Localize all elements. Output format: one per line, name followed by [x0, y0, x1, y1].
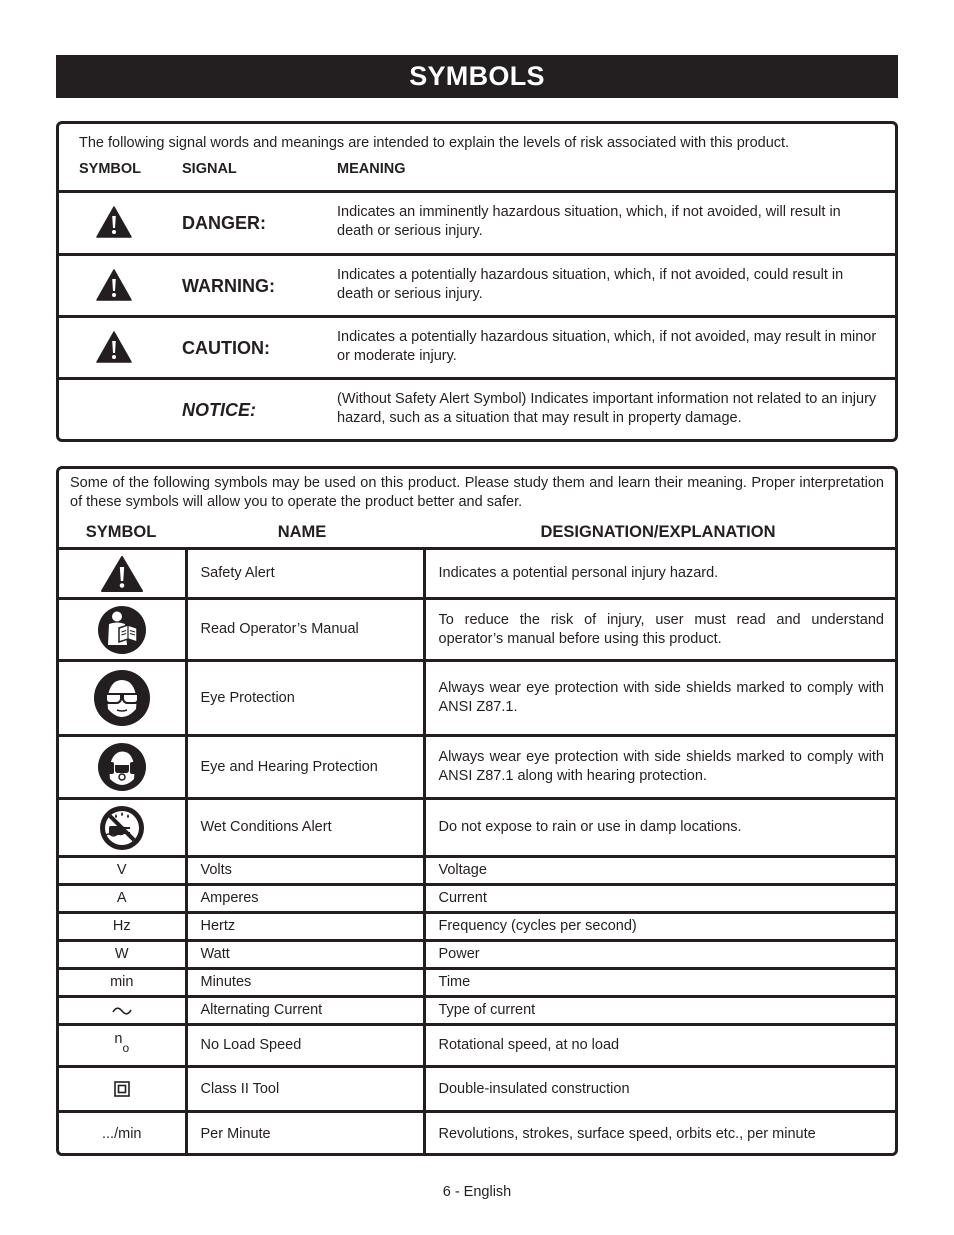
- symbol-explanation: Time: [424, 969, 895, 997]
- table-row: [59, 969, 895, 997]
- symbol-explanation: Revolutions, strokes, surface speed, orbits etc., per minute: [424, 1112, 895, 1157]
- symbol-text: V: [59, 857, 186, 885]
- table-row: [59, 599, 895, 661]
- symbol-name: Eye Protection: [186, 661, 424, 736]
- signal-meaning: Indicates a potentially hazardous situation, which, if not avoided, could result in death or serious injury.: [337, 267, 844, 302]
- symbol-name: Alternating Current: [186, 997, 424, 1025]
- symbol-name: Per Minute: [186, 1112, 424, 1157]
- signal-header-signal: SIGNAL: [182, 161, 237, 177]
- symbol-text: .../min: [59, 1112, 186, 1157]
- symbol-name: Class II Tool: [186, 1067, 424, 1112]
- table-row: [59, 799, 895, 857]
- safety-alert-icon: [96, 331, 132, 363]
- wet-conditions-icon: [99, 805, 145, 851]
- symbol-name: Read Operator’s Manual: [186, 599, 424, 661]
- symbol-text: A: [59, 885, 186, 913]
- safety-alert-icon: [96, 269, 132, 301]
- table-row: [59, 997, 895, 1025]
- class-ii-icon: [114, 1081, 130, 1097]
- safety-alert-icon: [100, 555, 144, 593]
- alternating-current-icon: [112, 1005, 132, 1017]
- table-row: [59, 857, 895, 885]
- signal-row-danger: [59, 193, 895, 253]
- table-row: [59, 661, 895, 736]
- symbol-name: Amperes: [186, 885, 424, 913]
- symbol-explanation: Type of current: [424, 997, 895, 1025]
- symbols-header-name: NAME: [277, 523, 327, 541]
- page-title: SYMBOLS: [56, 55, 898, 98]
- signal-row-notice: [59, 380, 895, 440]
- table-row: [59, 549, 895, 599]
- symbols-table: [59, 547, 895, 1156]
- symbol-text: min: [59, 969, 186, 997]
- page-footer: 6 - English: [442, 1184, 512, 1200]
- symbol-name: Minutes: [186, 969, 424, 997]
- signal-words-box: [56, 121, 898, 442]
- signal-word: DANGER:: [182, 213, 266, 233]
- safety-alert-icon: [96, 206, 132, 238]
- symbol-explanation: Always wear eye protection with side shields marked to comply with ANSI Z87.1.: [424, 661, 895, 736]
- symbol-name: Hertz: [186, 913, 424, 941]
- table-row: [59, 941, 895, 969]
- symbol-explanation: Do not expose to rain or use in damp locations.: [424, 799, 895, 857]
- signal-row-caution: [59, 318, 895, 378]
- table-row: [59, 1112, 895, 1157]
- signal-word: NOTICE:: [182, 400, 256, 420]
- no-load-speed-symbol: $n_o$: [59, 1025, 186, 1067]
- eye-protection-icon: [93, 669, 151, 727]
- symbol-explanation: Rotational speed, at no load: [424, 1025, 895, 1067]
- symbol-name: Wet Conditions Alert: [186, 799, 424, 857]
- symbol-name: Volts: [186, 857, 424, 885]
- symbol-explanation: Power: [424, 941, 895, 969]
- table-row: [59, 913, 895, 941]
- signal-intro: The following signal words and meanings are intended to explain the levels of risk associated with this product.: [79, 135, 790, 151]
- symbol-explanation: Frequency (cycles per second): [424, 913, 895, 941]
- symbols-header-explanation: DESIGNATION/EXPLANATION: [540, 523, 776, 541]
- read-manual-icon: [97, 605, 147, 655]
- symbol-text: W: [59, 941, 186, 969]
- symbol-explanation: To reduce the risk of injury, user must read and understand operator’s manual before using this product.: [424, 599, 895, 661]
- signal-word: CAUTION:: [182, 338, 270, 358]
- symbol-text: Hz: [59, 913, 186, 941]
- symbol-explanation: Always wear eye protection with side shields marked to comply with ANSI Z87.1 along with hearing protection.: [424, 736, 895, 799]
- symbol-explanation: Current: [424, 885, 895, 913]
- eye-hearing-protection-icon: [97, 742, 147, 792]
- signal-meaning: Indicates an imminently hazardous situation, which, if not avoided, will result in death or serious injury.: [337, 204, 841, 239]
- signal-header-symbol: SYMBOL: [79, 161, 142, 177]
- symbol-explanation: Indicates a potential personal injury hazard.: [424, 549, 895, 599]
- symbol-explanation: Voltage: [424, 857, 895, 885]
- signal-header-meaning: MEANING: [337, 161, 406, 177]
- symbols-intro: Some of the following symbols may be used on this product. Please study them and learn their meaning. Proper interpretation of these symbols will allow you to operate the product better and safer.: [70, 475, 884, 510]
- table-row: [59, 885, 895, 913]
- symbol-name: Eye and Hearing Protection: [186, 736, 424, 799]
- signal-row-warning: [59, 256, 895, 316]
- signal-meaning: (Without Safety Alert Symbol) Indicates important information not related to an injury hazard, such as a situation that may result in property damage.: [337, 391, 877, 426]
- signal-word: WARNING:: [182, 276, 275, 296]
- symbol-explanation: Double-insulated construction: [424, 1067, 895, 1112]
- symbol-name: No Load Speed: [186, 1025, 424, 1067]
- symbols-header-symbol: SYMBOL: [85, 523, 157, 541]
- signal-meaning: Indicates a potentially hazardous situation, which, if not avoided, may result in minor or moderate injury.: [337, 329, 877, 364]
- symbols-box: [56, 466, 898, 1156]
- symbol-name: Watt: [186, 941, 424, 969]
- table-row: [59, 1025, 895, 1067]
- symbol-name: Safety Alert: [186, 549, 424, 599]
- table-row: [59, 736, 895, 799]
- table-row: [59, 1067, 895, 1112]
